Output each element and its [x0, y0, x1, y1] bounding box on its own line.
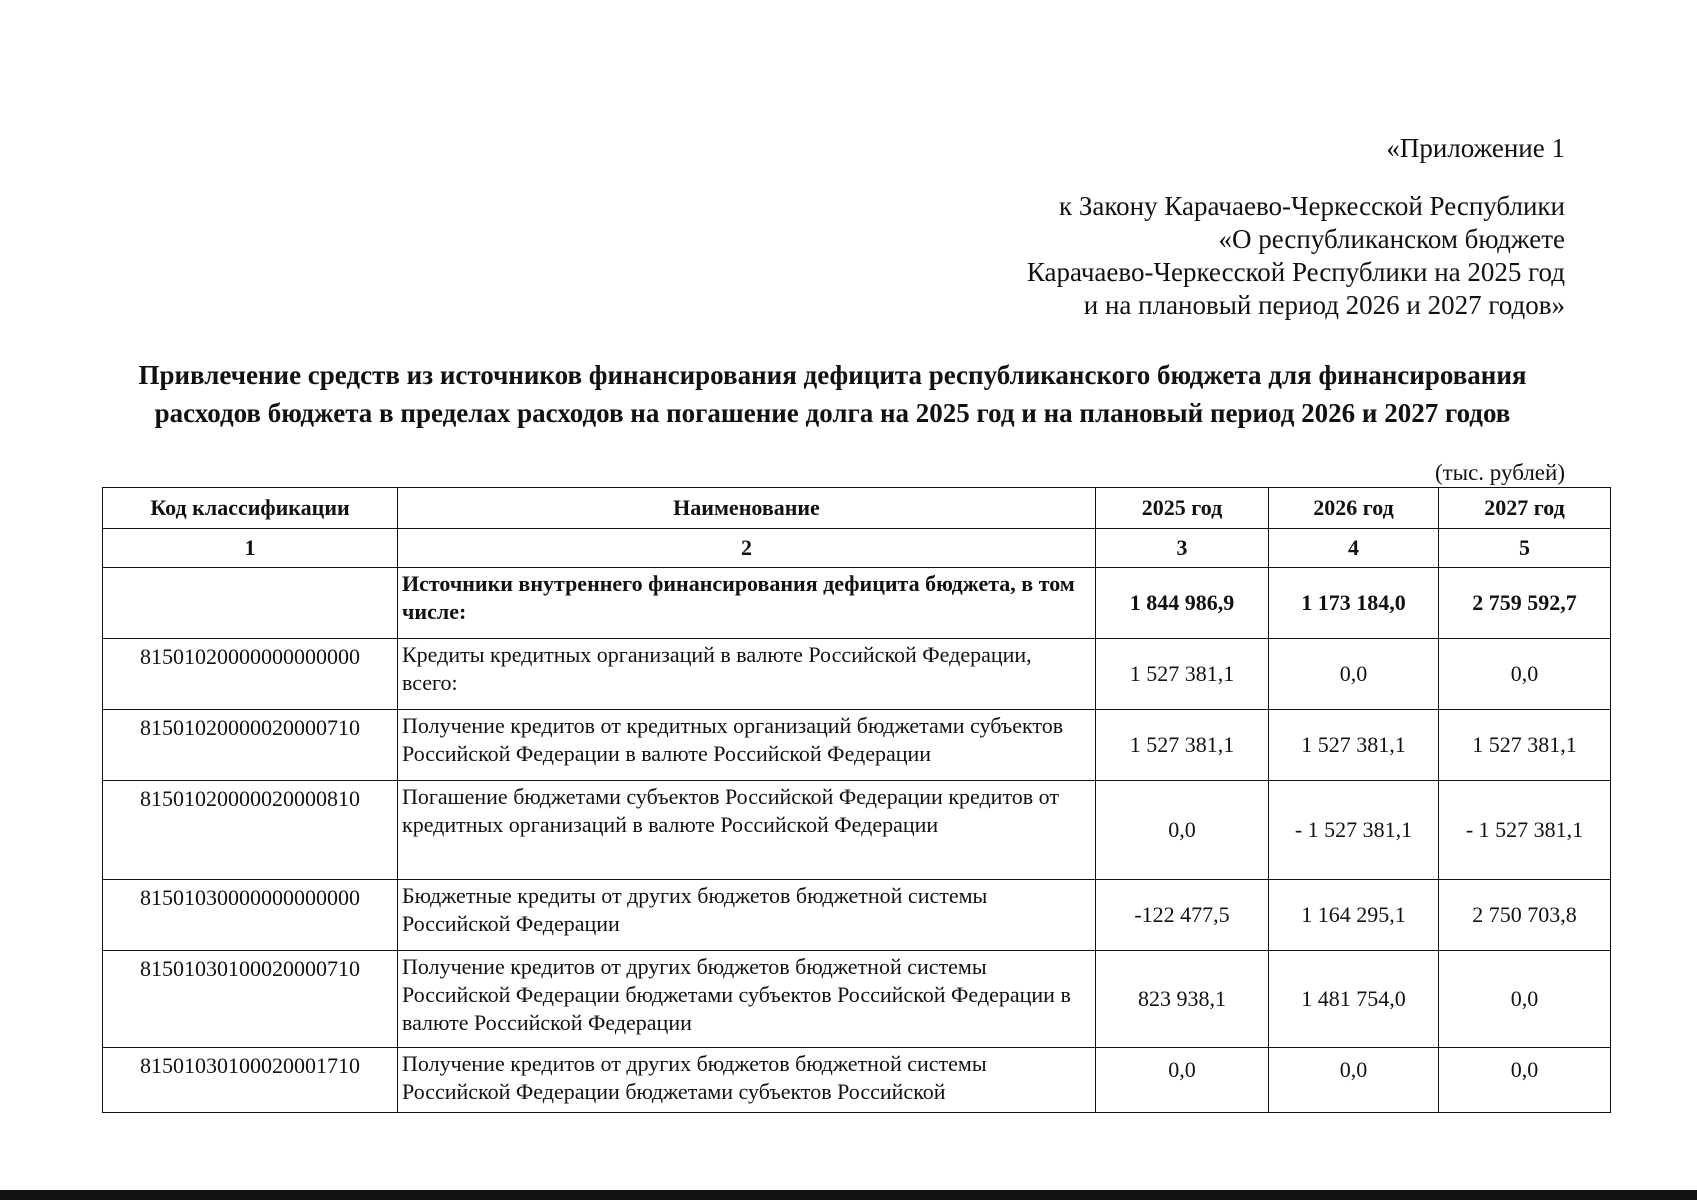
- cell-name: Погашение бюджетами субъектов Российской Федерации кредитов от кредитных организаций в валюте Российской Федерации: [398, 781, 1096, 880]
- appendix-header: [1027, 132, 1565, 322]
- header-row: [103, 488, 1611, 529]
- appendix-line: к Закону Карачаево-Черкесской Республики: [1059, 191, 1565, 221]
- scan-bottom-edge: [0, 1190, 1697, 1200]
- cell-2027: 2 750 703,8: [1439, 880, 1611, 951]
- table-row: [103, 951, 1611, 1048]
- cell-2025: 1 844 986,9: [1096, 568, 1269, 639]
- cell-name: Бюджетные кредиты от других бюджетов бюджетной системы Российской Федерации: [398, 880, 1096, 951]
- cell-2025: 823 938,1: [1096, 951, 1269, 1048]
- cell-2026: 1 527 381,1: [1269, 710, 1439, 781]
- appendix-line: «О республиканском бюджете: [1218, 224, 1565, 254]
- document-title: [100, 356, 1565, 432]
- cell-2025: 0,0: [1096, 1048, 1269, 1113]
- appendix-line: и на плановый период 2026 и 2027 годов»: [1083, 290, 1565, 320]
- header-2026: 2026 год: [1269, 488, 1439, 529]
- cell-name: Получение кредитов от других бюджетов бюджетной системы Российской Федерации бюджетами субъектов Российской Федерации в валюте Российской Федерации: [398, 951, 1096, 1048]
- cell-2027: 0,0: [1439, 639, 1611, 710]
- cell-name: Источники внутреннего финансирования дефицита бюджета, в том числе:: [398, 568, 1096, 639]
- column-number: 2: [398, 529, 1096, 568]
- cell-code: 81501020000000000000: [103, 639, 398, 710]
- budget-table: [102, 487, 1611, 1113]
- table-row: [103, 710, 1611, 781]
- cell-code: 81501030100020000710: [103, 951, 398, 1048]
- column-number: 1: [103, 529, 398, 568]
- table-row: [103, 1048, 1611, 1113]
- header-name: Наименование: [398, 488, 1096, 529]
- header-2025: 2025 год: [1096, 488, 1269, 529]
- column-number: 3: [1096, 529, 1269, 568]
- cell-2027: - 1 527 381,1: [1439, 781, 1611, 880]
- units-label: (тыс. рублей): [1434, 460, 1565, 485]
- cell-2027: 0,0: [1439, 951, 1611, 1048]
- cell-code: 81501030000000000000: [103, 880, 398, 951]
- column-number: 5: [1439, 529, 1611, 568]
- cell-2026: 0,0: [1269, 639, 1439, 710]
- header-code: Код классификации: [103, 488, 398, 529]
- table-row: [103, 568, 1611, 639]
- cell-name: Получение кредитов от кредитных организаций бюджетами субъектов Российской Федерации в валюте Российской Федерации: [398, 710, 1096, 781]
- cell-name: Кредиты кредитных организаций в валюте Российской Федерации, всего:: [398, 639, 1096, 710]
- cell-2027: 2 759 592,7: [1439, 568, 1611, 639]
- header-2027: 2027 год: [1439, 488, 1611, 529]
- cell-2026: 1 164 295,1: [1269, 880, 1439, 951]
- cell-2026: 1 173 184,0: [1269, 568, 1439, 639]
- cell-2026: - 1 527 381,1: [1269, 781, 1439, 880]
- cell-2026: 1 481 754,0: [1269, 951, 1439, 1048]
- cell-name: Получение кредитов от других бюджетов бюджетной системы Российской Федерации бюджетами субъектов Российской: [398, 1048, 1096, 1113]
- cell-2025: 0,0: [1096, 781, 1269, 880]
- cell-2025: 1 527 381,1: [1096, 639, 1269, 710]
- cell-2025: 1 527 381,1: [1096, 710, 1269, 781]
- cell-code: [103, 568, 398, 639]
- appendix-line: Карачаево-Черкесской Республики на 2025 год: [1026, 257, 1565, 287]
- column-number-row: [103, 529, 1611, 568]
- cell-code: 81501020000020000710: [103, 710, 398, 781]
- cell-2027: 0,0: [1439, 1048, 1611, 1113]
- cell-2025: -122 477,5: [1096, 880, 1269, 951]
- cell-2026: 0,0: [1269, 1048, 1439, 1113]
- cell-2027: 1 527 381,1: [1439, 710, 1611, 781]
- table-row: [103, 639, 1611, 710]
- document-title-line: расходов бюджета в пределах расходов на погашение долга на 2025 год и на плановый период 2026 и 2027 годов: [154, 398, 1511, 428]
- appendix-title: «Приложение 1: [1386, 133, 1565, 163]
- cell-code: 81501030100020001710: [103, 1048, 398, 1113]
- document-title-line: Привлечение средств из источников финансирования дефицита республиканского бюджета для финансирования: [138, 360, 1527, 390]
- cell-code: 81501020000020000810: [103, 781, 398, 880]
- table-row: [103, 781, 1611, 880]
- column-number: 4: [1269, 529, 1439, 568]
- table-row: [103, 880, 1611, 951]
